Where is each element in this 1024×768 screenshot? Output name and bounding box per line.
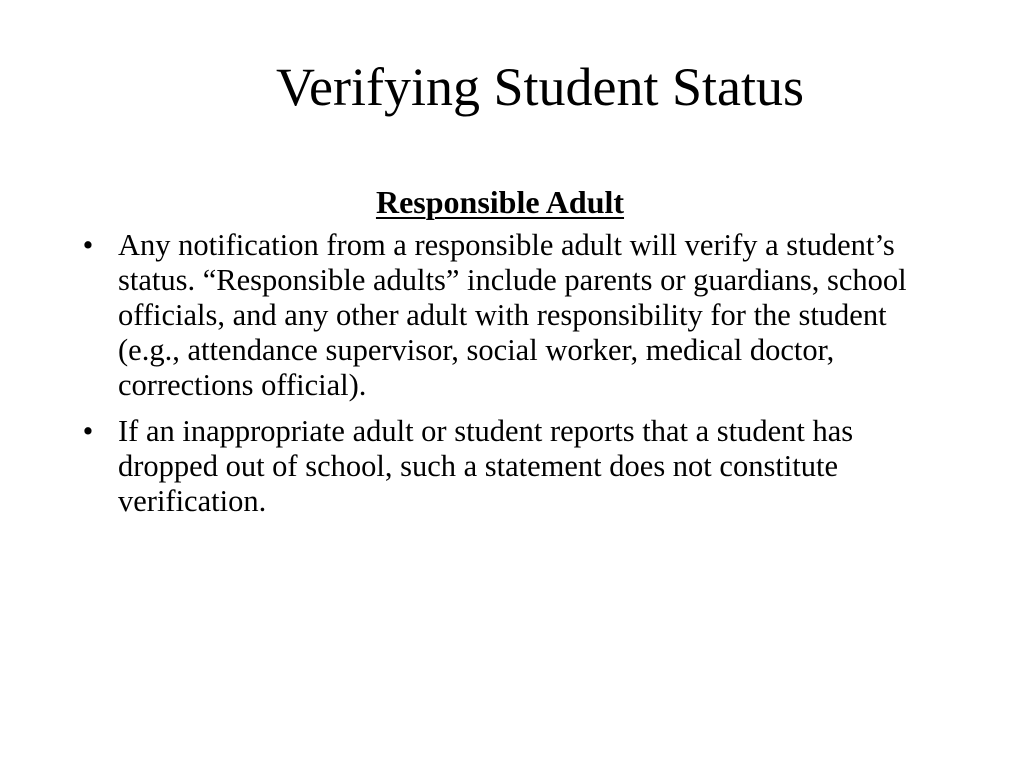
- bullet-item: [78, 414, 928, 519]
- bullet-marker-icon: •: [82, 228, 94, 262]
- slide-title: Verifying Student Status: [276, 57, 804, 117]
- bullet-text: Any notification from a responsible adult will verify a student’s status. “Responsible adults” include parents or guardians, school officials, and any other adult with responsibility for the student (e.g., attendance supervisor, social worker, medical doctor, corrections official).: [118, 228, 907, 402]
- bullet-marker-icon: •: [82, 414, 94, 448]
- section-heading: Responsible Adult: [375, 184, 625, 220]
- bullet-item: [78, 228, 928, 403]
- bullet-list: [78, 228, 928, 530]
- bullet-text: If an inappropriate adult or student reports that a student has dropped out of school, such a statement does not constitute verification.: [118, 414, 854, 518]
